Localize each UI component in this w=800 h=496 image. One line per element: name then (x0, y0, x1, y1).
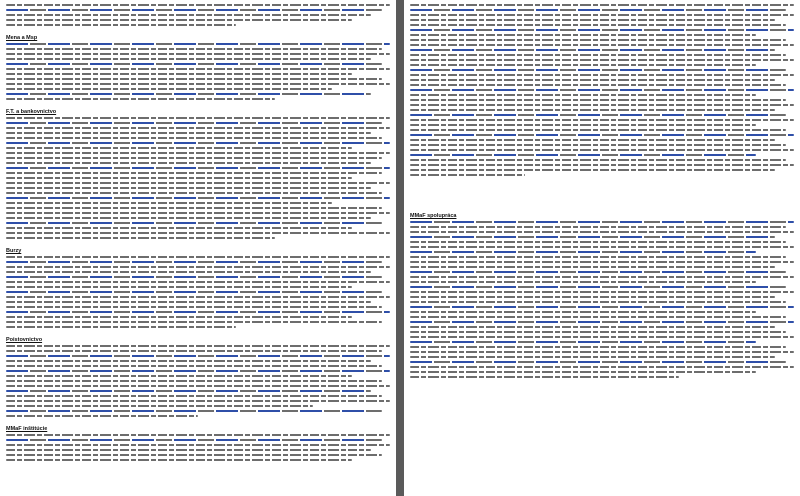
section-heading: MMaF spolupráca (410, 213, 457, 219)
section-heading: F.T. a bankovnictvo (6, 109, 57, 115)
section-heading: Mena a Msp (6, 35, 38, 41)
left-page (0, 0, 396, 496)
section-heading: Burzy (6, 248, 22, 254)
section-heading: MMaF inštitúcie (6, 426, 48, 432)
section-heading: Poistovnictvo (6, 337, 43, 343)
right-page (404, 0, 800, 496)
